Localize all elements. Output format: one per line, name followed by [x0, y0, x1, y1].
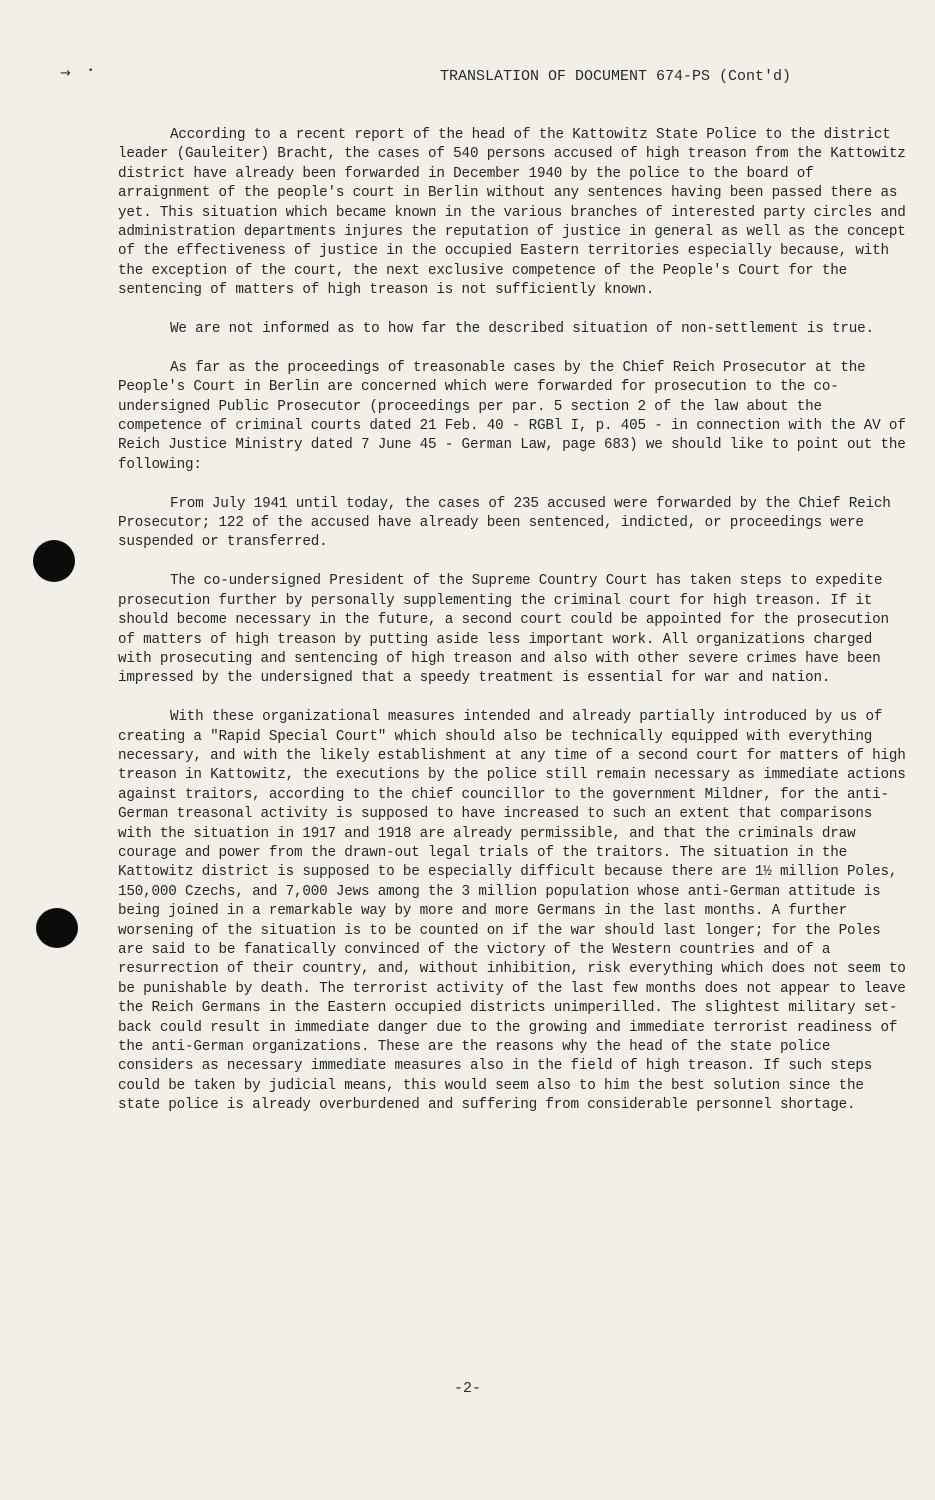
stray-mark-icon: → [60, 66, 71, 81]
paragraph-2: We are not informed as to how far the described situation of non-settlement is true. [170, 321, 874, 338]
paragraph-1: According to a recent report of the head of the Kattowitz State Police to the district leader (Gauleiter) Bracht, the cases of 540 persons accused of high treason from the Kattowitz district have already been forwarded in December 1940 by the police to the board of arraignment of the people's court in Berlin without any sentences having been passed there as yet. This situation which became known in the various branches of interested party circles and administration departments injures the reputation of justice in general as well as the concept of the effectiveness of justice in the occupied Eastern territories especially because, with the exception of the court, the next exclusive competence of the People's Court for the sentencing of matters of high treason is not sufficiently known. [118, 127, 906, 299]
punch-hole-icon [36, 908, 78, 948]
punch-hole-icon [33, 540, 75, 582]
stray-dot-icon: • [88, 66, 94, 76]
page-number: -2- [453, 1380, 481, 1397]
paragraph-3: As far as the proceedings of treasonable cases by the Chief Reich Prosecutor at the People's Court in Berlin are concerned which were forwarded for prosecution to the co-undersigned Public Prosecutor (proceedings per par. 5 section 2 of the law about the competence of criminal courts dated 21 Feb. 40 - RGBl I, p. 405 - in connection with the AV of Reich Justice Ministry dated 7 June 45 - German Law, page 683) we should like to point out the following: [118, 359, 906, 473]
document-body [118, 126, 908, 1135]
paragraph-4: From July 1941 until today, the cases of 235 accused were forwarded by the Chief Reich Prosecutor; 122 of the accused have already been sentenced, indicted, or proceedings were suspended or transferred. [118, 495, 891, 551]
paragraph-5: The co-undersigned President of the Supreme Country Court has taken steps to expedite prosecution further by personally supplementing the criminal court for high treason. If it should become necessary in the future, a second court could be appointed for the prosecution of matters of high treason by putting aside less important work. All organizations charged with prosecuting and sentencing of high treason and also with other severe crimes have been impressed by the undersigned that a speedy treatment is essential for war and nation. [118, 573, 889, 687]
document-header: TRANSLATION OF DOCUMENT 674-PS (Cont'd) [440, 68, 792, 85]
paragraph-6: With these organizational measures intended and already partially introduced by us of creating a "Rapid Special Court" which should also be technically equipped with everything necessary, and with the likely establishment at any time of a second court for matters of high treason in Kattowitz, the executions by the police still remain necessary as immediate actions against traitors, according to the chief councillor to the government Mildner, for the anti-German treasonal activity is supposed to have increased to such an extent that comparisons with the situation in 1917 and 1918 are already permissible, and that the criminals draw courage and power from the drawn-out legal trials of the traitors. The situation in the Kattowitz district is supposed to be especially difficult because there are 1½ million Poles, 150,000 Czechs, and 7,000 Jews among the 3 million population whose anti-German attitude is being joined in a remarkable way by more and more Germans in the last months. A further worsening of the situation is to be counted on if the war should last longer; for the Poles are said to be fanatically convinced of the victory of the Western countries and of a resurrection of their country, and, without inhibition, risk everything which does not seem to be punishable by death. The terrorist activity of the last few months does not appear to leave the Reich Germans in the Eastern occupied districts unimperilled. The slightest military set-back could result in immediate danger due to the growing and immediate terrorist readiness of the anti-German organizations. These are the reasons why the head of the state police considers as necessary immediate measures also in the field of high treason. If such steps could be taken by judicial means, this would seem also to him the best solution since the state police is already overburdened and suffering from considerable personnel shortage. [118, 709, 906, 1114]
